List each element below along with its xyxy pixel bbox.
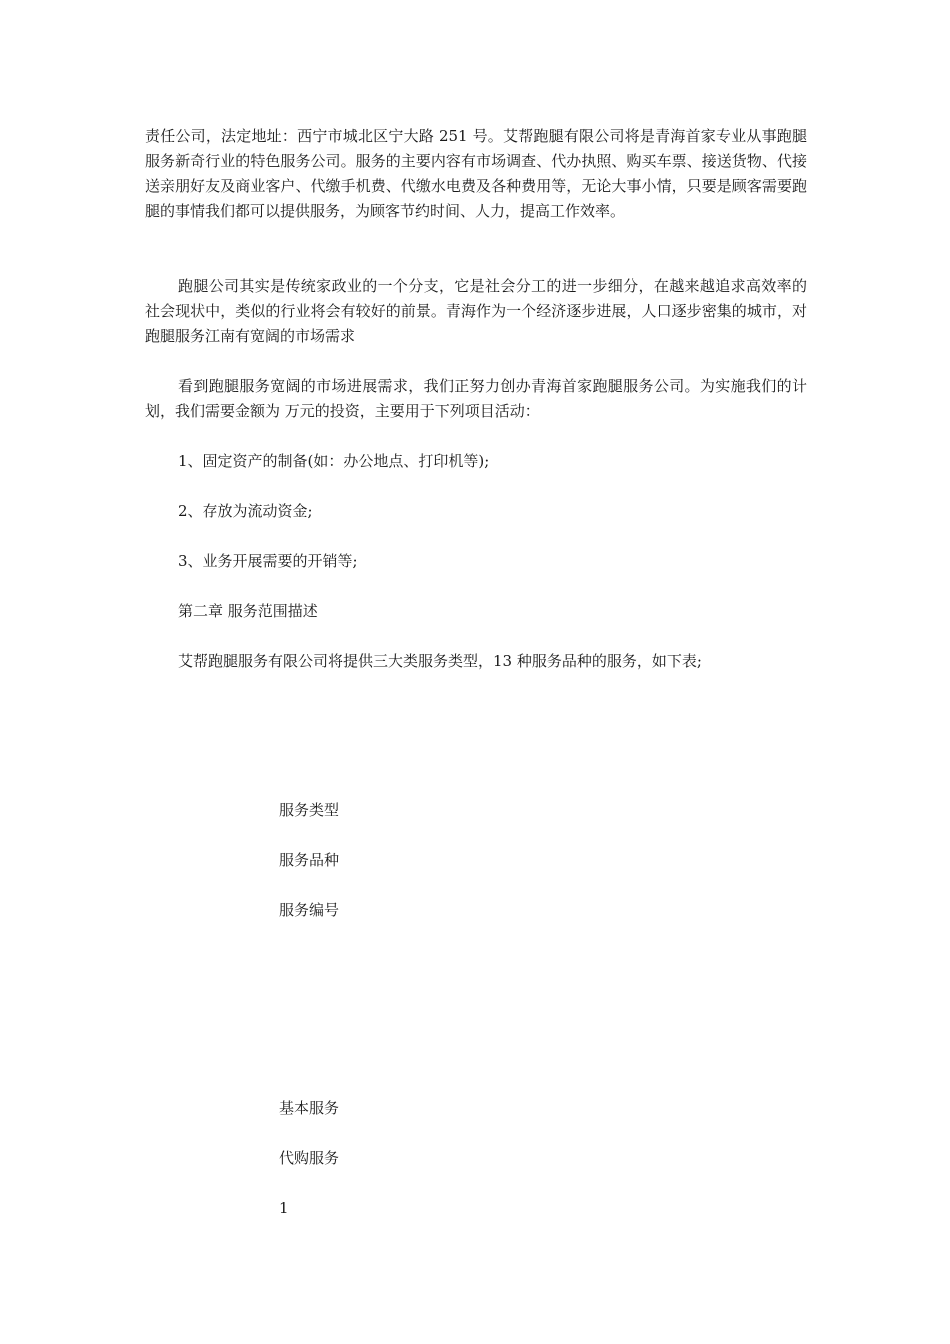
table-cell-service-type: 基本服务 xyxy=(279,1099,340,1117)
paragraph-industry-outlook: 跑腿公司其实是传统家政业的一个分支，它是社会分工的进一步细分，在越来越追求高效率的社会现状中，类似的行业将会有较好的前景。青海作为一个经济逐步进展，人口逐步密集的城市，对跑腿服务江南有宽阔的市场需求 xyxy=(145,277,807,345)
list-item: 2、存放为流动资金; xyxy=(178,502,313,520)
chapter-heading: 第二章 服务范围描述 xyxy=(178,602,318,620)
table-header-service-type: 服务类型 xyxy=(279,801,340,819)
table-cell-service-number: 1 xyxy=(279,1199,289,1217)
paragraph-investment-plan: 看到跑腿服务宽阔的市场进展需求，我们正努力创办青海首家跑腿服务公司。为实施我们的计划，我们需要金额为 万元的投资，主要用于下列项目活动： xyxy=(145,377,807,420)
list-item: 1、固定资产的制备(如：办公地点、打印机等); xyxy=(178,452,490,470)
service-intro-line: 艾帮跑腿服务有限公司将提供三大类服务类型，13 种服务品种的服务，如下表; xyxy=(178,652,702,670)
paragraph-company-intro: 责任公司，法定地址：西宁市城北区宁大路 251 号。艾帮跑腿有限公司将是青海首家专业从事跑腿服务新奇行业的特色服务公司。服务的主要内容有市场调查、代办执照、购买车票、接送货物、代接送亲朋好友及商业客户、代缴手机费、代缴水电费及各种费用等，无论大事小情，只要是顾客需要跑腿的事情我们都可以提供服务，为顾客节约时间、人力，提高工作效率。 xyxy=(145,127,807,220)
list-item: 3、业务开展需要的开销等; xyxy=(178,552,358,570)
table-header-service-number: 服务编号 xyxy=(279,901,340,919)
table-header-service-variety: 服务品种 xyxy=(279,851,340,869)
table-cell-service-variety: 代购服务 xyxy=(279,1149,340,1167)
